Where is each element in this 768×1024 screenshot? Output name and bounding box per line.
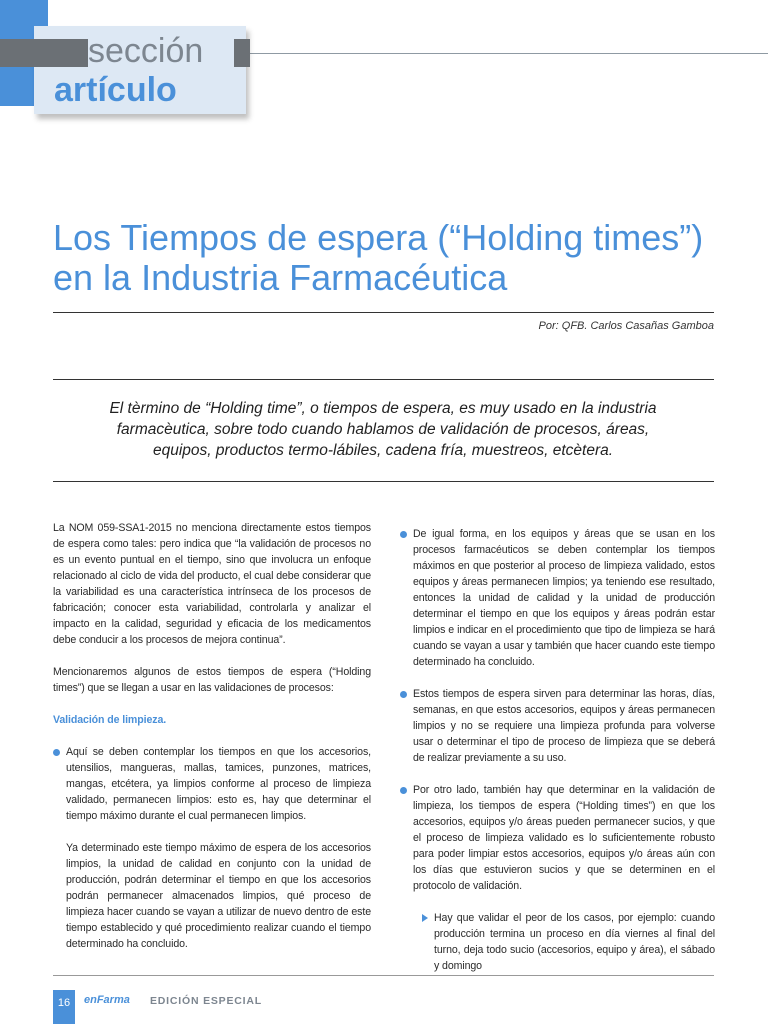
section-subheading: Validación de limpieza.: [53, 714, 167, 726]
bullet-text: Aquí se deben contemplar los tiempos en que los accesorios, utensilios, mangueras, mallas, tamices, punzones, matrices, mangas, etcétera, ya limpios conforme al proceso de limpieza validado, permanecen limpios: esto es, hay que determinar el tiempo máximo durante el cual permanecen limpios.: [66, 746, 371, 822]
paragraph: Mencionaremos algunos de estos tiempos de espera (“Holding times”) que se llegan a usar en las validaciones de procesos:: [53, 666, 371, 694]
bullet-dot-icon: [400, 691, 407, 698]
bullet-text: De igual forma, en los equipos y áreas que se usan en los procesos farmacéuticos se deben contemplar los tiempos máximos en que posterior al proceso de limpieza validado, estos equipos y áreas permanecen limpios; ya teniendo ese resultado, entonces la unidad de calidad y la unidad de producción determinar el tiempo en que los equipos y áreas podrán estar limpios e indicar en el procedimiento que tipo de limpieza se hará cuando se vayan a usar y también que hacer cuando este tiempo determinado ha concluido.: [413, 528, 715, 668]
header-gray-bar: [0, 39, 88, 67]
bullet-dot-icon: [400, 787, 407, 794]
bullet-dot-icon: [53, 749, 60, 756]
bullet-item: [400, 782, 715, 894]
article-author: Por: QFB. Carlos Casañas Gamboa: [538, 320, 714, 332]
magazine-logo: enFarma: [84, 994, 130, 1006]
bullet-dot-icon: [400, 531, 407, 538]
edition-label: EDICIÓN ESPECIAL: [150, 995, 262, 1007]
paragraph: Ya determinado este tiempo máximo de espera de los accesorios limpios, la unidad de calidad en conjunto con la unidad de producción, podrán determinar el tiempo en que los accesorios podrán permanecer almacenados limpios, qué proceso de limpieza hacer cuando se vayan a utilizar de nuevo dentro de este tiempo establecido y qué procedimiento realizar cuando el tiempo determinado ha concluido.: [66, 842, 371, 950]
right-column: [400, 526, 715, 974]
section-label: sección: [88, 32, 204, 70]
bullet-item: [400, 526, 715, 670]
sub-bullet-text: Hay que validar el peor de los casos, por ejemplo: cuando producción termina un proceso en día viernes al final del turno, deja todo sucio (accesorios, equipo y área), el sábado y domingo: [434, 912, 715, 972]
title-divider: [53, 312, 714, 313]
paragraph: La NOM 059-SSA1-2015 no menciona directamente estos tiempos de espera como tales: pero indica que “la validación de procesos no es un evento puntual en el tiempo, sino que involucra un enfoque relacionado al ciclo de vida del producto, el cual debe considerar que la variabilidad es una característica intrínseca de los procesos de fabricación; conocer esta variabilidad, controlarla y analizar el impacto en la calidad, seguridad y eficacia de los medicamentos debe conducir a los procesos de mejora continua”.: [53, 522, 371, 646]
page-number: 16: [53, 990, 75, 1024]
top-rule: [250, 53, 768, 54]
bullet-text: Por otro lado, también hay que determinar en la validación de limpieza, los tiempos de espera (“Holding times”) en que los accesorios, equipos y/o áreas pueden permanecer sucios, y que el proceso de limpieza validado es lo suficientemente robusto para poder limpiar estos accesorios, equipos y/o áreas aún con los días que estuvieron sucios y que se determinen en el protocolo de validación.: [413, 784, 715, 892]
footer-divider: [53, 975, 714, 976]
triangle-bullet-icon: [422, 914, 428, 922]
bullet-item: [53, 744, 371, 824]
bullet-item: [400, 686, 715, 766]
bullet-text: Estos tiempos de espera sirven para determinar las horas, días, semanas, en que estos accesorios, equipos y áreas permanecen limpios y no se requiere una limpieza profunda para volverse usar o determinar el tipo de proceso de limpieza que se deberá de realizar previamente a su uso.: [413, 688, 715, 764]
left-column: [53, 520, 371, 952]
article-title: Los Tiempos de espera (“Holding times”) en la Industria Farmacéutica: [53, 217, 704, 298]
lead-bottom-divider: [53, 481, 714, 482]
article-lead: El tèrmino de “Holding time”, o tiempos de espera, es muy usado en la industria farmacèutica, sobre todo cuando hablamos de validación de procesos, áreas, equipos, productos termo-lábiles, cadena fría, muestreos, etcètera.: [109, 400, 657, 459]
section-type: artículo: [54, 71, 177, 109]
header-gray-accent: [234, 39, 250, 67]
sub-bullet-item: [400, 910, 715, 974]
lead-top-divider: [53, 379, 714, 380]
